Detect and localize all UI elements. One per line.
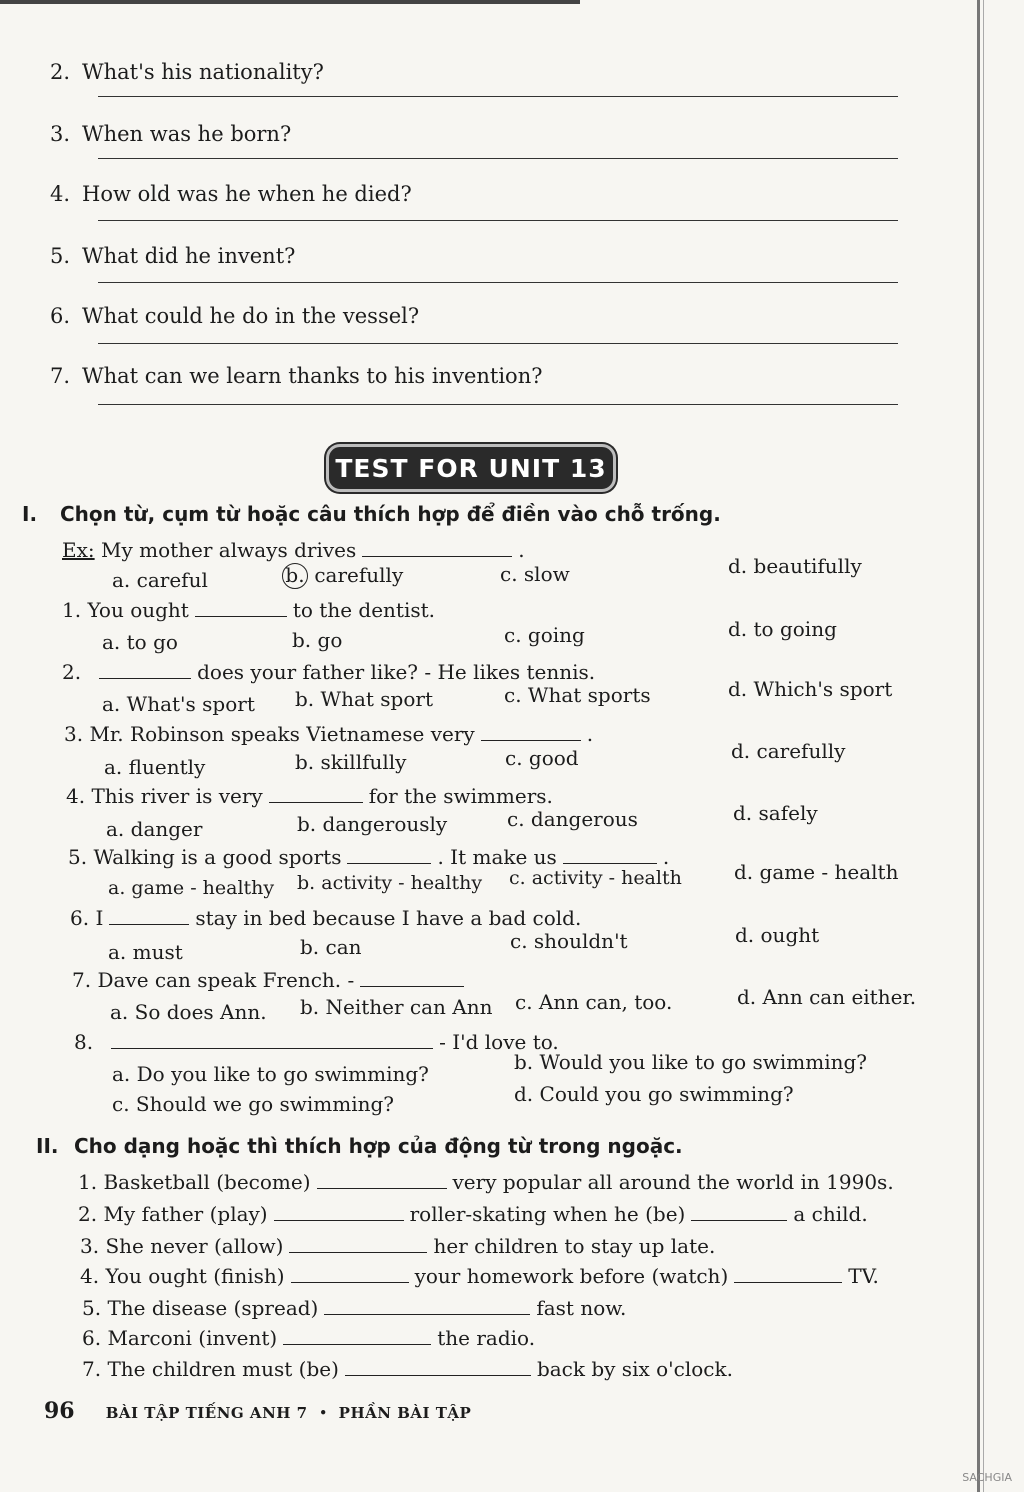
verb-blank-7[interactable]: [345, 1374, 531, 1376]
mc-4-option-d[interactable]: d. safely: [733, 801, 818, 825]
answer-line-6[interactable]: [98, 343, 898, 344]
mc-2-option-a[interactable]: a. What's sport: [102, 692, 255, 716]
mc-1-option-c[interactable]: c. going: [504, 623, 585, 647]
part-title: PHẦN BÀI TẬP: [338, 1404, 472, 1422]
section-1-heading: I. Chọn từ, cụm từ hoặc câu thích hợp để điền vào chỗ trống.: [22, 502, 721, 526]
mc-blank-3[interactable]: [481, 739, 581, 741]
mc-blank-5b[interactable]: [563, 862, 657, 864]
question-5: 5. What did he invent?: [50, 244, 296, 268]
question-6: 6. What could he do in the vessel?: [50, 304, 420, 328]
mc-7-option-d[interactable]: d. Ann can either.: [737, 985, 917, 1009]
mc-1-option-b[interactable]: b. go: [292, 628, 343, 652]
mc-item-5: 5. Walking is a good sports . It make us .: [68, 845, 670, 869]
example-option-d[interactable]: d. beautifully: [728, 554, 862, 578]
mc-item-7: 7. Dave can speak French. -: [72, 968, 470, 992]
answer-line-7[interactable]: [98, 404, 898, 405]
example-blank[interactable]: [362, 555, 512, 557]
mc-6-option-d[interactable]: d. ought: [735, 923, 820, 947]
mc-8-option-b[interactable]: b. Would you like to go swimming?: [514, 1050, 868, 1074]
mc-item-8: 8. - I'd love to.: [74, 1030, 559, 1054]
page-edge-rule: [977, 0, 980, 1492]
mc-item-1: 1. You ought to the dentist.: [62, 598, 436, 622]
verb-blank-5[interactable]: [324, 1313, 530, 1315]
mc-blank-6[interactable]: [109, 923, 189, 925]
mc-blank-2[interactable]: [99, 677, 191, 679]
verb-item-6: 6. Marconi (invent) the radio.: [82, 1326, 536, 1350]
verb-item-4: 4. You ought (finish) your homework before (watch) TV.: [80, 1264, 879, 1288]
mc-3-option-c[interactable]: c. good: [505, 746, 579, 770]
example-option-b[interactable]: b. carefully: [282, 563, 403, 589]
mc-8-option-d[interactable]: d. Could you go swimming?: [514, 1082, 794, 1106]
book-title: BÀI TẬP TIẾNG ANH 7: [105, 1404, 308, 1422]
verb-blank-4a[interactable]: [291, 1281, 409, 1283]
mc-6-option-c[interactable]: c. shouldn't: [510, 929, 628, 953]
verb-blank-4b[interactable]: [734, 1281, 842, 1283]
mc-3-option-d[interactable]: d. carefully: [731, 739, 846, 763]
mc-5-option-a[interactable]: a. game - healthy: [108, 877, 275, 899]
verb-blank-2a[interactable]: [274, 1219, 404, 1221]
mc-item-2: 2. does your father like? - He likes tennis.: [62, 660, 596, 684]
mc-2-option-c[interactable]: c. What sports: [504, 683, 651, 707]
question-2: 2. What's his nationality?: [50, 60, 324, 84]
mc-blank-4[interactable]: [269, 801, 363, 803]
example-option-c[interactable]: c. slow: [500, 562, 570, 586]
mc-7-option-a[interactable]: a. So does Ann.: [110, 1000, 267, 1024]
mc-2-option-d[interactable]: d. Which's sport: [728, 677, 893, 701]
circled-answer-icon: b.: [282, 563, 308, 589]
mc-3-option-b[interactable]: b. skillfully: [295, 750, 407, 774]
page-footer: [44, 1398, 471, 1424]
answer-line-5[interactable]: [98, 282, 898, 283]
footer-separator: •: [318, 1404, 328, 1422]
verb-item-1: 1. Basketball (become) very popular all around the world in 1990s.: [78, 1170, 894, 1194]
mc-7-option-b[interactable]: b. Neither can Ann: [300, 995, 493, 1019]
verb-blank-3[interactable]: [289, 1251, 427, 1253]
page-number: 96: [44, 1398, 75, 1424]
mc-5-option-d[interactable]: d. game - health: [734, 860, 899, 884]
answer-line-2[interactable]: [98, 96, 898, 97]
example-option-a[interactable]: a. careful: [112, 568, 208, 592]
mc-5-option-c[interactable]: c. activity - health: [509, 867, 682, 889]
verb-item-2: 2. My father (play) roller-skating when he (be) a child.: [78, 1202, 868, 1226]
answer-line-3[interactable]: [98, 158, 898, 159]
mc-blank-7[interactable]: [360, 985, 464, 987]
mc-item-6: 6. I stay in bed because I have a bad cold.: [70, 906, 582, 930]
mc-4-option-a[interactable]: a. danger: [106, 817, 203, 841]
answer-line-4[interactable]: [98, 220, 898, 221]
top-border: [0, 0, 580, 4]
mc-blank-5a[interactable]: [347, 862, 431, 864]
mc-blank-8[interactable]: [111, 1047, 433, 1049]
mc-item-3: 3. Mr. Robinson speaks Vietnamese very .: [64, 722, 594, 746]
mc-5-option-b[interactable]: b. activity - healthy: [297, 872, 483, 894]
question-7: 7. What can we learn thanks to his invention?: [50, 364, 543, 388]
example-stem: Ex: My mother always drives .: [62, 538, 525, 562]
verb-blank-1[interactable]: [317, 1187, 447, 1189]
verb-item-3: 3. She never (allow) her children to stay up late.: [80, 1234, 716, 1258]
mc-3-option-a[interactable]: a. fluently: [104, 755, 206, 779]
mc-blank-1[interactable]: [195, 615, 287, 617]
watermark: SACHGIA: [962, 1471, 1012, 1484]
mc-4-option-c[interactable]: c. dangerous: [507, 807, 638, 831]
mc-4-option-b[interactable]: b. dangerously: [297, 812, 448, 836]
mc-6-option-b[interactable]: b. can: [300, 935, 362, 959]
page-edge-rule-thin: [983, 0, 984, 1492]
mc-1-option-d[interactable]: d. to going: [728, 617, 837, 641]
question-3: 3. When was he born?: [50, 122, 292, 146]
mc-8-option-c[interactable]: c. Should we go swimming?: [112, 1092, 395, 1116]
mc-2-option-b[interactable]: b. What sport: [295, 687, 433, 711]
question-4: 4. How old was he when he died?: [50, 182, 412, 206]
section-2-heading: II. Cho dạng hoặc thì thích hợp của động từ trong ngoặc.: [36, 1134, 683, 1158]
mc-8-option-a[interactable]: a. Do you like to go swimming?: [112, 1062, 429, 1086]
verb-blank-2b[interactable]: [691, 1219, 787, 1221]
verb-item-5: 5. The disease (spread) fast now.: [82, 1296, 627, 1320]
unit-test-banner: TEST FOR UNIT 13: [326, 444, 616, 492]
verb-blank-6[interactable]: [283, 1343, 431, 1345]
mc-6-option-a[interactable]: a. must: [108, 940, 183, 964]
mc-item-4: 4. This river is very for the swimmers.: [66, 784, 553, 808]
verb-item-7: 7. The children must (be) back by six o'clock.: [82, 1357, 733, 1381]
mc-7-option-c[interactable]: c. Ann can, too.: [515, 990, 673, 1014]
mc-1-option-a[interactable]: a. to go: [102, 630, 178, 654]
